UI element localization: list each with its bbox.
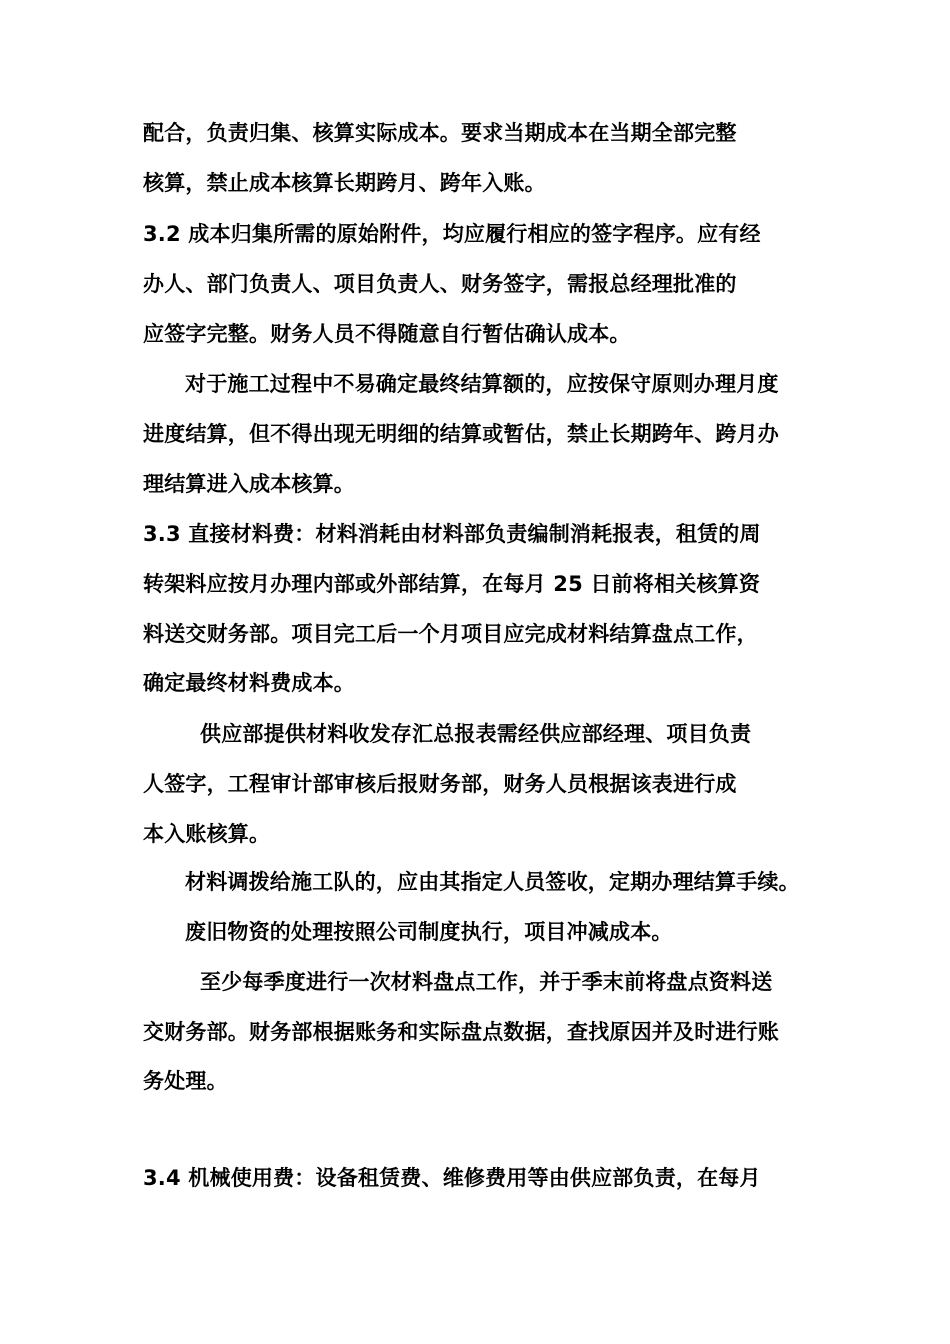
text-line: 转架料应按月办理内部或外部结算，在每月 25 日前将相关核算资 [143, 572, 761, 596]
text-line: 办人、部门负责人、项目负责人、财务签字，需报总经理批准的 [143, 272, 737, 296]
text-line: 配合，负责归集、核算实际成本。要求当期成本在当期全部完整 [143, 121, 737, 145]
paragraph-first-line: 材料调拨给施工队的，应由其指定人员签收，定期办理结算手续。 [185, 870, 800, 894]
text-line: 料送交财务部。项目完工后一个月项目应完成材料结算盘点工作， [143, 622, 758, 646]
paragraph-first-line: 废旧物资的处理按照公司制度执行，项目冲减成本。 [185, 920, 673, 944]
text-line: 人签字，工程审计部审核后报财务部，财务人员根据该表进行成 [143, 772, 737, 796]
text-line: 应签字完整。财务人员不得随意自行暂估确认成本。 [143, 322, 631, 346]
text-line: 务处理。 [143, 1069, 228, 1093]
section-3-2-heading-line: 3.2 成本归集所需的原始附件，均应履行相应的签字程序。应有经 [143, 222, 761, 246]
text-line: 进度结算，但不得出现无明细的结算或暂估，禁止长期跨年、跨月办 [143, 422, 779, 446]
text-line: 核算，禁止成本核算长期跨月、跨年入账。 [143, 171, 546, 195]
section-3-4-heading-line: 3.4 机械使用费：设备租赁费、维修费用等由供应部负责，在每月 [143, 1166, 761, 1190]
section-3-3-heading-line: 3.3 直接材料费：材料消耗由材料部负责编制消耗报表，租赁的周 [143, 522, 761, 546]
text-line: 确定最终材料费成本。 [143, 671, 355, 695]
text-line: 交财务部。财务部根据账务和实际盘点数据，查找原因并及时进行账 [143, 1020, 779, 1044]
paragraph-first-line: 对于施工过程中不易确定最终结算额的，应按保守原则办理月度 [185, 372, 779, 396]
text-line: 理结算进入成本核算。 [143, 472, 355, 496]
text-line: 本入账核算。 [143, 822, 271, 846]
paragraph-first-line: 至少每季度进行一次材料盘点工作，并于季末前将盘点资料送 [200, 970, 773, 994]
paragraph-first-line: 供应部提供材料收发存汇总报表需经供应部经理、项目负责 [200, 722, 752, 746]
